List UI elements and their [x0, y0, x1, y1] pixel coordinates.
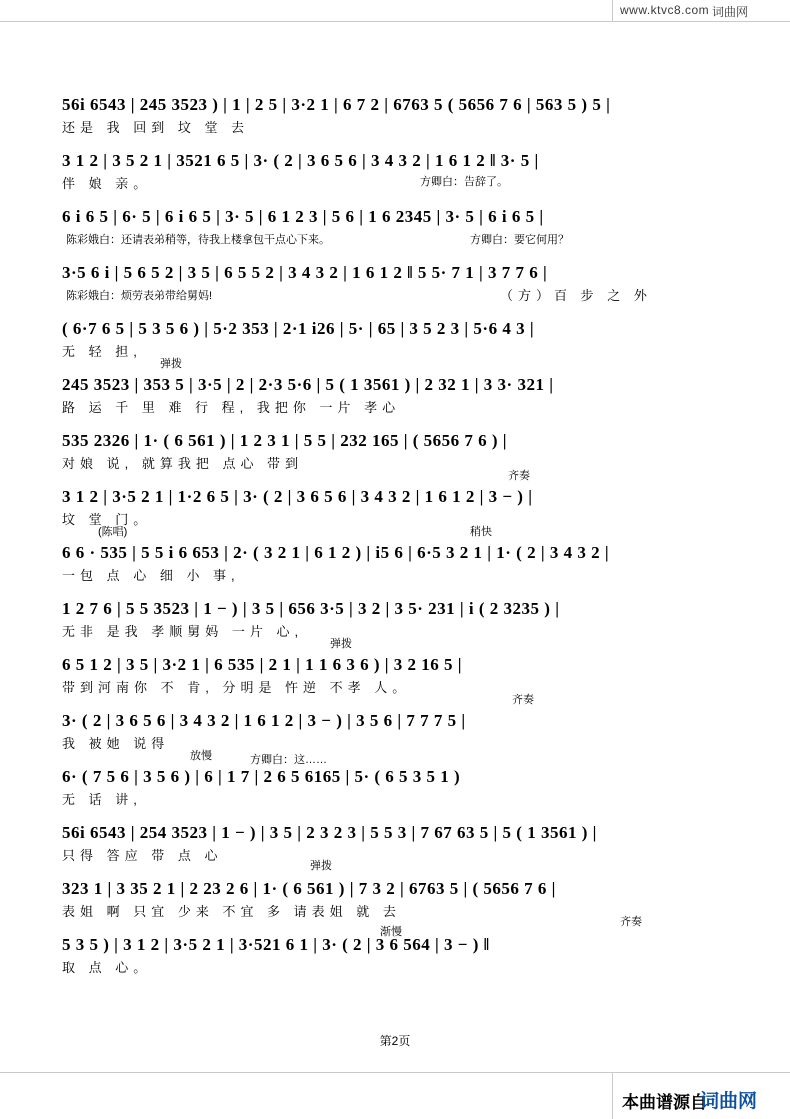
score-system: [0, 375, 790, 431]
note-line: 1 2 7 6 | 5 5 3523 | 1 − ) | 3 5 | 656 3·5 | 3 2 | 3 5· 231 | i ( 2 3235 ) |: [62, 599, 560, 618]
score-system: [0, 599, 790, 655]
lyric-line: 还是 我 回到 坟 堂 去: [62, 120, 250, 135]
performance-mark: 弹拨: [160, 358, 182, 370]
note-line: 535 2326 | 1· ( 6 561 ) | 1 2 3 1 | 5 5 | 232 165 | ( 5656 7 6 ) |: [62, 431, 508, 450]
score-system: [0, 319, 790, 375]
footer-bar: [0, 1072, 790, 1119]
note-line: 56i 6543 | 245 3523 ) | 1 | 2 5 | 3·2 1 | 6 7 2 | 6763 5 ( 5656 7 6 | 563 5 ) 5 |: [62, 95, 611, 114]
performance-mark: 齐奏: [512, 694, 534, 706]
performance-mark: 齐奏: [508, 470, 530, 482]
score-system: [0, 207, 790, 263]
note-line: 3 1 2 | 3·5 2 1 | 1·2 6 5 | 3· ( 2 | 3 6 5 6 | 3 4 3 2 | 1 6 1 2 | 3 − ) |: [62, 487, 533, 506]
footer-divider: [0, 1072, 790, 1073]
music-score: [0, 95, 790, 991]
note-line: ( 6·7 6 5 | 5 3 5 6 ) | 5·2 353 | 2·1 i26 | 5· | 65 | 3 5 2 3 | 5·6 4 3 |: [62, 319, 535, 338]
lyric-line: 伴 娘 亲。: [62, 176, 152, 191]
note-line: 6· ( 7 5 6 | 3 5 6 ) | 6 | 1 7 | 2 6 5 6165 | 5· ( 6 5 3 5 1 ): [62, 767, 461, 786]
lyric-line: 坟 堂 门。: [62, 512, 152, 527]
lyric-line: 我 被她 说得: [62, 736, 170, 751]
header-bar: [0, 0, 790, 22]
site-url: www.ktvc8.com: [620, 3, 710, 17]
score-system: [0, 655, 790, 711]
note-line: 245 3523 | 353 5 | 3·5 | 2 | 2·3 5·6 | 5 ( 1 3561 ) | 2 32 1 | 3 3· 321 |: [62, 375, 554, 394]
lyric-line: 无非 是我 孝顺舅妈 一片 心,: [62, 624, 304, 639]
lyric-line: 带到河南你 不 肯, 分明是 忤逆 不孝 人。: [62, 680, 411, 695]
lyric-line: 只得 答应 带 点 心: [62, 848, 223, 863]
spoken-dialogue: 方卿白：要它何用？: [470, 234, 569, 246]
lyric-line: 对娘 说, 就算我把 点心 带到: [62, 456, 304, 471]
score-system: [0, 431, 790, 487]
score-system: [0, 879, 790, 938]
score-system: [0, 543, 790, 599]
note-line: 323 1 | 3 35 2 1 | 2 23 2 6 | 1· ( 6 561 ) | 7 3 2 | 6763 5 | ( 5656 7 6 |: [62, 879, 556, 898]
note-line: 3 1 2 | 3 5 2 1 | 3521 6 5 | 3· ( 2 | 3 6 5 6 | 3 4 3 2 | 1 6 1 2 ‖ 3· 5 |: [62, 151, 539, 170]
note-line: 3·5 6 i | 5 6 5 2 | 3 5 | 6 5 5 2 | 3 4 3 2 | 1 6 1 2 ‖ 5 5· 7 1 | 3 7 7 6 |: [62, 263, 548, 282]
footer-brand: 词曲网: [700, 1091, 758, 1112]
score-system: [0, 935, 790, 991]
performance-mark: 弹拨: [330, 638, 352, 650]
lyric-line: 路 运 千 里 难 行 程, 我把你 一片 孝心: [62, 400, 401, 415]
header-divider: [0, 21, 790, 22]
footer-source-label: 本曲谱源自: [622, 1093, 707, 1112]
lyric-line: 无 轻 担,: [62, 344, 142, 359]
score-system: [0, 711, 790, 767]
score-system: [0, 263, 790, 319]
note-line: 6 6 · 535 | 5 5 i 6 653 | 2· ( 3 2 1 | 6 1 2 ) | i5 6 | 6·5 3 2 1 | 1· ( 2 | 3 4 3 2 |: [62, 543, 610, 562]
lyric-line: 表姐 啊 只宜 少来 不宜 多 请表姐 就 去: [62, 904, 401, 919]
site-name: 词曲网: [712, 5, 749, 19]
score-system: [0, 823, 790, 879]
footer-vertical-divider: [612, 1072, 613, 1119]
note-line: 6 5 1 2 | 3 5 | 3·2 1 | 6 535 | 2 1 | 1 1 6 3 6 ) | 3 2 16 5 |: [62, 655, 463, 674]
spoken-dialogue: 方卿白：告辞了。: [420, 176, 508, 188]
note-line: 56i 6543 | 254 3523 | 1 − ) | 3 5 | 2 3 2 3 | 5 5 3 | 7 67 63 5 | 5 ( 1 3561 ) |: [62, 823, 597, 842]
note-line: 5 3 5 ) | 3 1 2 | 3·5 2 1 | 3·521 6 1 | 3· ( 2 | 3 6 564 | 3 − ) ‖: [62, 935, 490, 954]
header-vertical-divider: [612, 0, 613, 22]
lyric-line: 一包 点 心 细 小 事,: [62, 568, 240, 583]
page-number: 第2页: [379, 1034, 411, 1048]
lyric-line: 取 点 心。: [62, 960, 152, 975]
note-line: 6 i 6 5 | 6· 5 | 6 i 6 5 | 3· 5 | 6 1 2 3 | 5 6 | 1 6 2345 | 3· 5 | 6 i 6 5 |: [62, 207, 544, 226]
tempo-mark: 稍快: [470, 526, 492, 538]
performance-mark: 弹拨: [310, 860, 332, 872]
tempo-mark: 放慢: [190, 750, 212, 762]
score-system: [0, 151, 790, 207]
performance-mark: 齐奏: [620, 916, 642, 928]
lyric-line: 无 话 讲,: [62, 792, 142, 807]
score-system: [0, 95, 790, 151]
spoken-dialogue: 陈彩娥白：还请表弟稍等，待我上楼拿包干点心下来。: [66, 234, 330, 246]
score-system: [0, 767, 790, 823]
singer-cue: (陈唱): [98, 526, 128, 538]
spoken-dialogue: 方卿白：这……: [250, 754, 327, 766]
spoken-dialogue: 陈彩娥白：烦劳表弟带给舅妈!: [66, 290, 213, 302]
lyric-line: （方）百 步 之 外: [500, 288, 652, 303]
tempo-mark: 渐慢: [380, 926, 402, 938]
score-system: [0, 487, 790, 543]
note-line: 3· ( 2 | 3 6 5 6 | 3 4 3 2 | 1 6 1 2 | 3 − ) | 3 5 6 | 7 7 7 5 |: [62, 711, 466, 730]
